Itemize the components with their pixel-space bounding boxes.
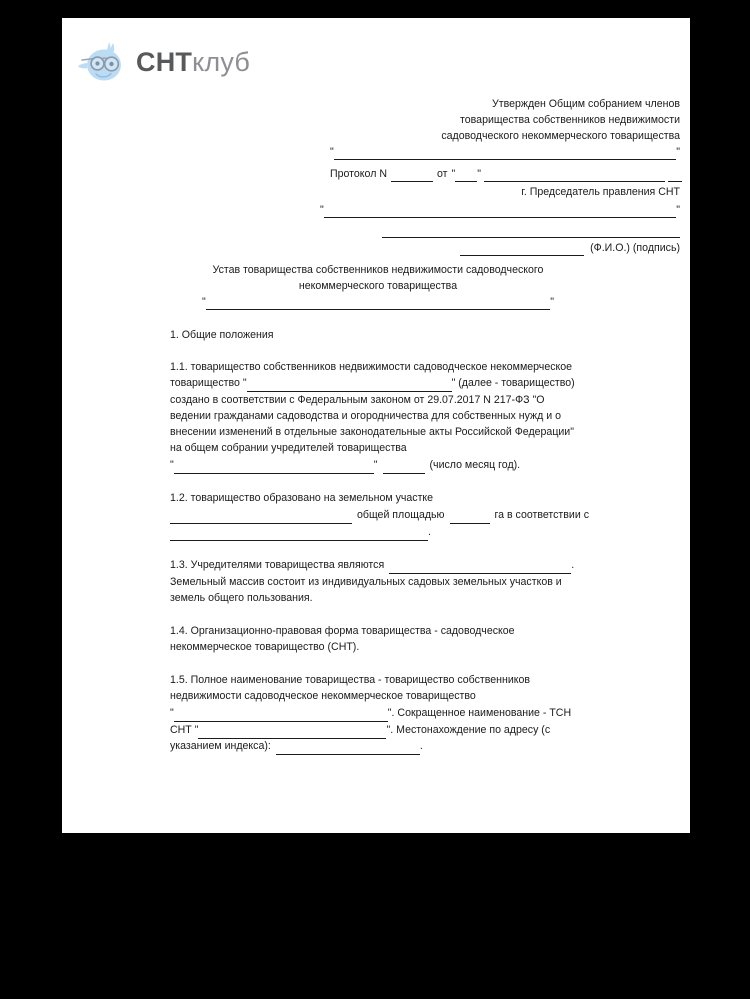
title-quote-open: " [202, 296, 206, 308]
document-body [62, 18, 690, 833]
para-1-1-l2-suffix: " (далее - товарищество) [451, 377, 575, 389]
para-1-2-line-2 [170, 507, 630, 524]
chairman-name-row [320, 202, 680, 218]
area-value-blank[interactable] [450, 512, 490, 524]
org-name-blank-row [330, 144, 680, 160]
founders-meeting-quote-close: " [373, 459, 378, 471]
section-heading-1: 1. Общие положения [170, 329, 274, 341]
fio-label: (Ф.И.О.) (подпись) [590, 242, 680, 254]
approval-header-line-3: садоводческого некоммерческого товарищества [441, 130, 680, 142]
org-name-blank[interactable] [334, 148, 676, 160]
short-name-label: ". Сокращенное наименование - ТСН [387, 707, 572, 719]
approval-header-line-2: товарищества собственников недвижимости [460, 114, 680, 126]
para-1-1-line-5: внесении изменений в отдельные законодательные акты Российской Федерации" [170, 426, 574, 438]
chairman-quote-close: " [676, 204, 680, 216]
full-name-blank[interactable] [174, 710, 388, 722]
index-label: указанием индекса): [170, 740, 271, 752]
chairman-label: г. Председатель правления СНТ [521, 186, 680, 198]
logo-word-klub: клуб [192, 46, 251, 77]
para-1-5-line-2: недвижимости садоводческое некоммерческое товарищество [170, 690, 476, 702]
protocol-from-label: от [436, 168, 448, 180]
chairman-name-blank[interactable] [324, 206, 676, 218]
area-label: общей площадью [357, 509, 445, 521]
para-1-2-period: . [428, 526, 431, 538]
founders-label: 1.3. Учредителями товарищества являются [170, 559, 385, 571]
title-quote-close: " [550, 296, 554, 308]
para-1-5-line-5 [170, 738, 510, 755]
protocol-number-blank[interactable] [391, 170, 433, 182]
protocol-day-blank[interactable] [455, 170, 477, 182]
logo-word-snt: СНТ [136, 46, 193, 77]
protocol-month-blank[interactable] [484, 170, 665, 182]
address-label: ". Местонахождение по адресу (с [386, 724, 551, 736]
date-format-hint: (число месяц год). [429, 459, 521, 471]
area-unit-label: га в соответствии с [494, 509, 589, 521]
para-1-1-l2-prefix: товарищество " [170, 377, 247, 389]
address-blank[interactable] [276, 743, 420, 755]
quote-open: " [330, 146, 334, 158]
land-plot-blank[interactable] [170, 512, 352, 524]
para-1-1-line-3: создано в соответствии с Федеральным законом от 29.07.2017 N 217-ФЗ "О [170, 394, 545, 406]
protocol-day-quote-close: " [477, 168, 482, 180]
short-name-blank[interactable] [198, 727, 386, 739]
title-name-blank-row [202, 294, 554, 310]
org-name-inline-blank[interactable] [247, 380, 452, 392]
document-title-line-2: некоммерческого товарищества [298, 280, 458, 292]
full-name-quote-open: " [170, 707, 174, 719]
para-1-2-line-3 [170, 524, 470, 541]
para-1-3-line-3: земель общего пользования. [170, 592, 313, 604]
founders-blank[interactable] [389, 562, 571, 574]
signature-upper-blank-row [382, 222, 680, 238]
para-1-2-line-1: 1.2. товарищество образовано на земельном участке [170, 492, 434, 504]
document-title-line-1: Устав товарищества собственников недвижимости садоводческого [212, 264, 544, 276]
fio-row [382, 240, 680, 256]
para-1-1-line-2 [170, 375, 630, 392]
para-1-5-period: . [419, 740, 423, 752]
protocol-label: Протокол N [330, 168, 387, 180]
para-1-3-period: . [571, 559, 575, 571]
founders-meeting-quote-open: " [170, 459, 174, 471]
protocol-row [330, 166, 682, 182]
para-1-1-line-4: ведении гражданами садоводства и огородничества для собственных нужд и о [170, 410, 561, 422]
para-1-5-line-4 [170, 722, 640, 739]
short-name-prefix: СНТ " [170, 724, 199, 736]
para-1-1-line-1: 1.1. товарищество собственников недвижимости садоводческое некоммерческое [170, 361, 573, 373]
para-1-3-line-1 [170, 557, 640, 574]
para-1-5-line-1: 1.5. Полное наименование товарищества - товарищество собственников [170, 674, 531, 686]
fio-blank[interactable] [460, 244, 584, 256]
quote-close: " [676, 146, 680, 158]
founders-meeting-blank[interactable] [174, 462, 374, 474]
para-1-4-line-2: некоммерческое товарищество (СНТ). [170, 641, 360, 653]
para-1-5-line-3 [170, 705, 640, 722]
protocol-year-blank[interactable] [668, 170, 682, 182]
title-name-blank[interactable] [206, 298, 550, 310]
land-basis-blank[interactable] [170, 529, 428, 541]
document-page [62, 18, 690, 833]
para-1-3-line-2: Земельный массив состоит из индивидуальных садовых земельных участков и [170, 576, 562, 588]
signature-upper-blank[interactable] [382, 226, 680, 238]
para-1-1-line-7 [170, 457, 600, 474]
approval-header-line-1: Утвержден Общим собранием членов [491, 98, 680, 110]
para-1-1-line-6: на общем собрании учредителей товарищества [170, 442, 407, 454]
chairman-quote-open: " [320, 204, 324, 216]
para-1-4-line-1: 1.4. Организационно-правовая форма товарищества - садоводческое [170, 625, 515, 637]
protocol-day-quote-open: " [451, 168, 456, 180]
founders-meeting-date-blank[interactable] [383, 462, 425, 474]
